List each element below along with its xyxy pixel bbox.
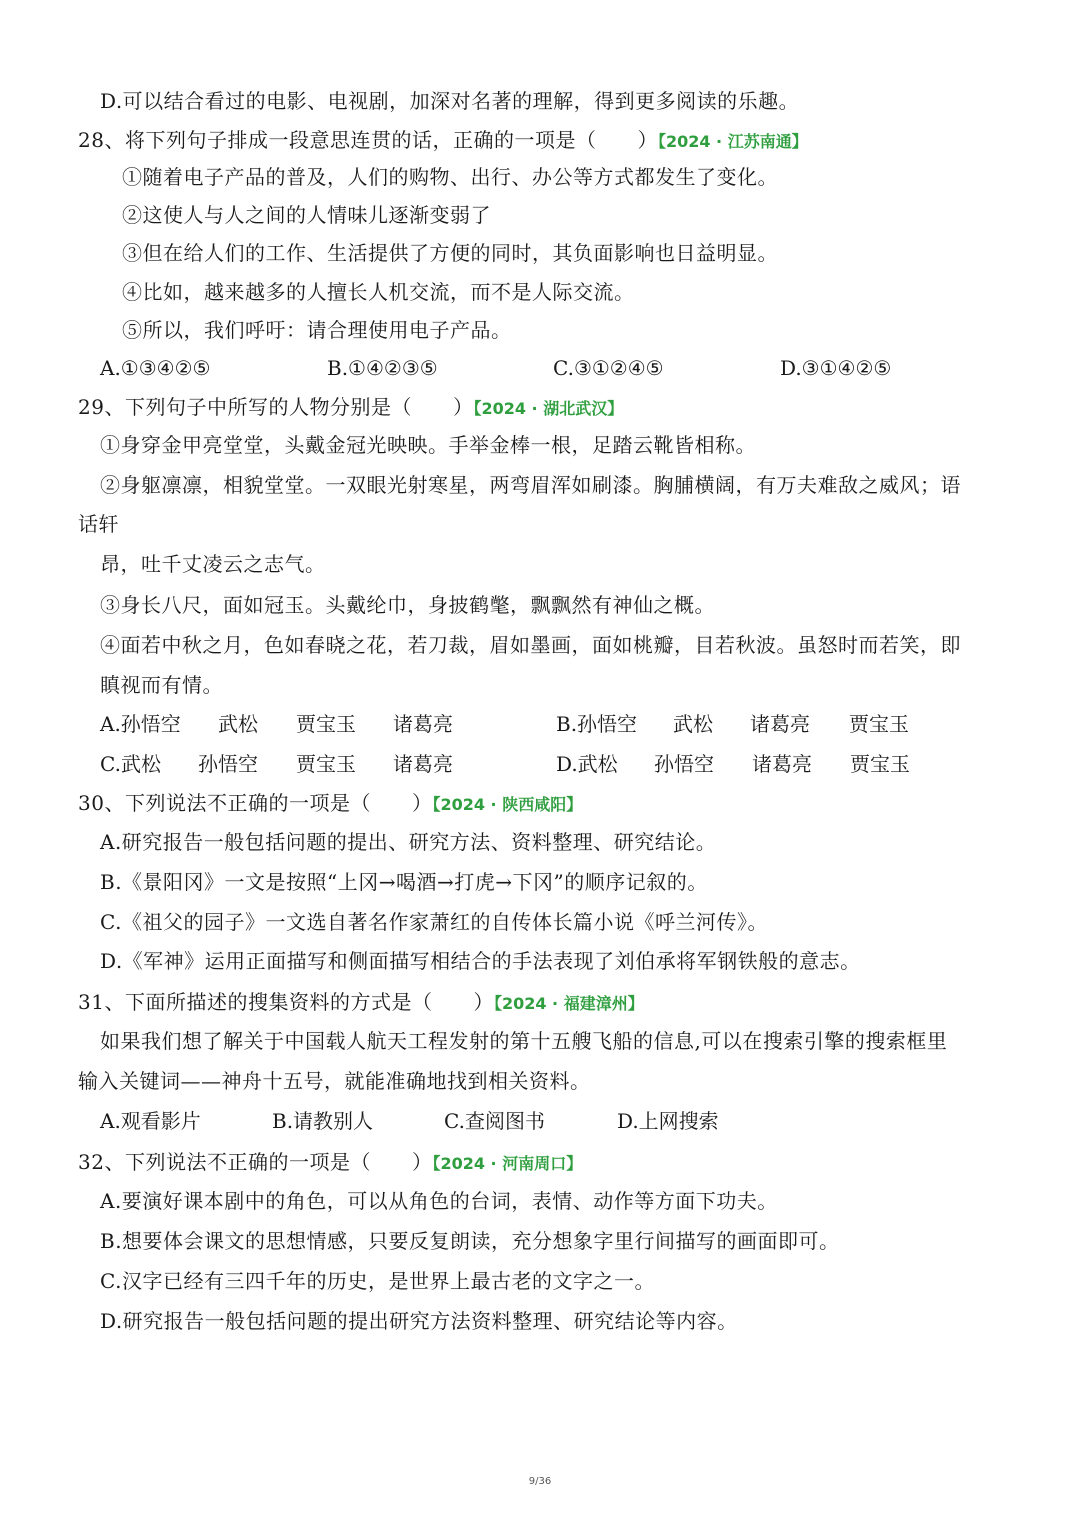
q28-sentence-4: ④比如，越来越多的人擅长人机交流，而不是人际交流。 — [122, 280, 635, 304]
q31-passage-line-2: 输入关键词——神舟十五号，就能准确地找到相关资料。 — [78, 1069, 591, 1093]
q29-stem: 29、下列句子中所写的人物分别是（ ） — [78, 395, 474, 419]
q28-sentence-1: ①随着电子产品的普及，人们的购物、出行、办公等方式都发生了变化。 — [122, 165, 778, 189]
q28-sentence-2: ②这使人与人之间的人情味儿逐渐变弱了 — [122, 203, 491, 227]
q29-line-3: 话轩 — [78, 512, 119, 536]
q32-option-c: C.汉字已经有三四千年的历史，是世界上最古老的文字之一。 — [100, 1269, 655, 1293]
q28-stem: 28、将下列句子排成一段意思连贯的话，正确的一项是（ ） — [78, 128, 658, 152]
q29-option-c-2: 孙悟空 — [198, 752, 258, 776]
q31-option-d: D.上网搜索 — [617, 1109, 719, 1133]
q28-sentence-3: ③但在给人们的工作、生活提供了方便的同时，其负面影响也日益明显。 — [122, 241, 778, 265]
q29-line-7: 瞋视而有情。 — [100, 673, 223, 697]
q28-option-d: D.③①④②⑤ — [780, 356, 892, 380]
q31-passage-line-1: 如果我们想了解关于中国载人航天工程发射的第十五艘飞船的信息,可以在搜索引擎的搜索框里 — [100, 1029, 948, 1053]
q32-option-a: A.要演好课本剧中的角色，可以从角色的台词，表情、动作等方面下功夫。 — [100, 1189, 778, 1213]
q29-option-c-1: C.武松 — [100, 752, 161, 776]
q30-option-b: B.《景阳冈》一文是按照“上冈→喝酒→打虎→下冈”的顺序记叙的。 — [100, 870, 708, 894]
q28-option-b: B.①④②③⑤ — [327, 356, 438, 380]
q32-stem-line — [78, 1149, 582, 1177]
q32-option-d: D.研究报告一般包括问题的提出研究方法资料整理、研究结论等内容。 — [100, 1309, 738, 1333]
q29-option-d-3: 诸葛亮 — [752, 752, 812, 776]
q29-option-b-1: B.孙悟空 — [556, 712, 638, 736]
q29-line-5: ③身长八尺，面如冠玉。头戴纶巾，身披鹤氅，飘飘然有神仙之概。 — [100, 593, 715, 617]
q31-option-a: A.观看影片 — [100, 1109, 201, 1133]
q29-option-a-1: A.孙悟空 — [100, 712, 181, 736]
q32-stem: 32、下列说法不正确的一项是（ ） — [78, 1150, 433, 1174]
q29-option-b-3: 诸葛亮 — [750, 712, 810, 736]
q27-option-d: D.可以结合看过的电影、电视剧，加深对名著的理解，得到更多阅读的乐趣。 — [100, 89, 800, 113]
q29-option-d-4: 贾宝玉 — [850, 752, 910, 776]
q29-option-c-3: 贾宝玉 — [296, 752, 356, 776]
q29-line-6: ④面若中秋之月，色如春晓之花，若刀裁，眉如墨画，面如桃瓣，目若秋波。虽怒时而若笑，即 — [100, 633, 961, 657]
q31-stem: 31、下面所描述的搜集资料的方式是（ ） — [78, 990, 494, 1014]
q30-stem: 30、下列说法不正确的一项是（ ） — [78, 791, 433, 815]
q32-option-b: B.想要体会课文的思想情感，只要反复朗读，充分想象字里行间描写的画面即可。 — [100, 1229, 840, 1253]
q29-option-c-4: 诸葛亮 — [393, 752, 453, 776]
q29-line-4: 昂，吐千丈凌云之志气。 — [100, 552, 326, 576]
q28-option-a: A.①③④②⑤ — [100, 356, 211, 380]
q29-option-a-2: 武松 — [218, 712, 258, 736]
q31-stem-line — [78, 989, 644, 1017]
q32-source-tag: 【2024 · 河南周口】 — [432, 1154, 583, 1173]
q30-stem-line — [78, 790, 582, 818]
q31-option-c: C.查阅图书 — [444, 1109, 545, 1133]
q28-sentence-5: ⑤所以，我们呼吁：请合理使用电子产品。 — [122, 318, 512, 342]
q30-option-a: A.研究报告一般包括问题的提出、研究方法、资料整理、研究结论。 — [100, 830, 717, 854]
q29-line-1: ①身穿金甲亮堂堂，头戴金冠光映映。手举金棒一根，足踏云靴皆相称。 — [100, 433, 756, 457]
q29-option-d-1: D.武松 — [556, 752, 618, 776]
q29-option-b-4: 贾宝玉 — [849, 712, 909, 736]
q29-line-2: ②身躯凛凛，相貌堂堂。一双眼光射寒星，两弯眉浑如刷漆。胸脯横阔，有万夫难敌之威风；语 — [100, 473, 961, 497]
q30-option-c: C.《祖父的园子》一文选自著名作家萧红的自传体长篇小说《呼兰河传》。 — [100, 910, 768, 934]
q29-option-a-4: 诸葛亮 — [393, 712, 453, 736]
q28-source-tag: 【2024 · 江苏南通】 — [657, 132, 808, 151]
q28-stem-line — [78, 127, 808, 155]
q29-option-d-2: 孙悟空 — [654, 752, 714, 776]
q30-option-d: D.《军神》运用正面描写和侧面描写相结合的手法表现了刘伯承将军钢铁般的意志。 — [100, 949, 861, 973]
q31-source-tag: 【2024 · 福建漳州】 — [493, 994, 644, 1013]
q29-source-tag: 【2024 · 湖北武汉】 — [473, 399, 624, 418]
q28-option-c: C.③①②④⑤ — [553, 356, 664, 380]
q29-stem-line — [78, 394, 623, 422]
q29-option-a-3: 贾宝玉 — [296, 712, 356, 736]
page-number: 9/36 — [528, 1476, 552, 1487]
q29-option-b-2: 武松 — [673, 712, 713, 736]
q31-option-b: B.请教别人 — [272, 1109, 374, 1133]
q30-source-tag: 【2024 · 陕西咸阳】 — [432, 795, 583, 814]
